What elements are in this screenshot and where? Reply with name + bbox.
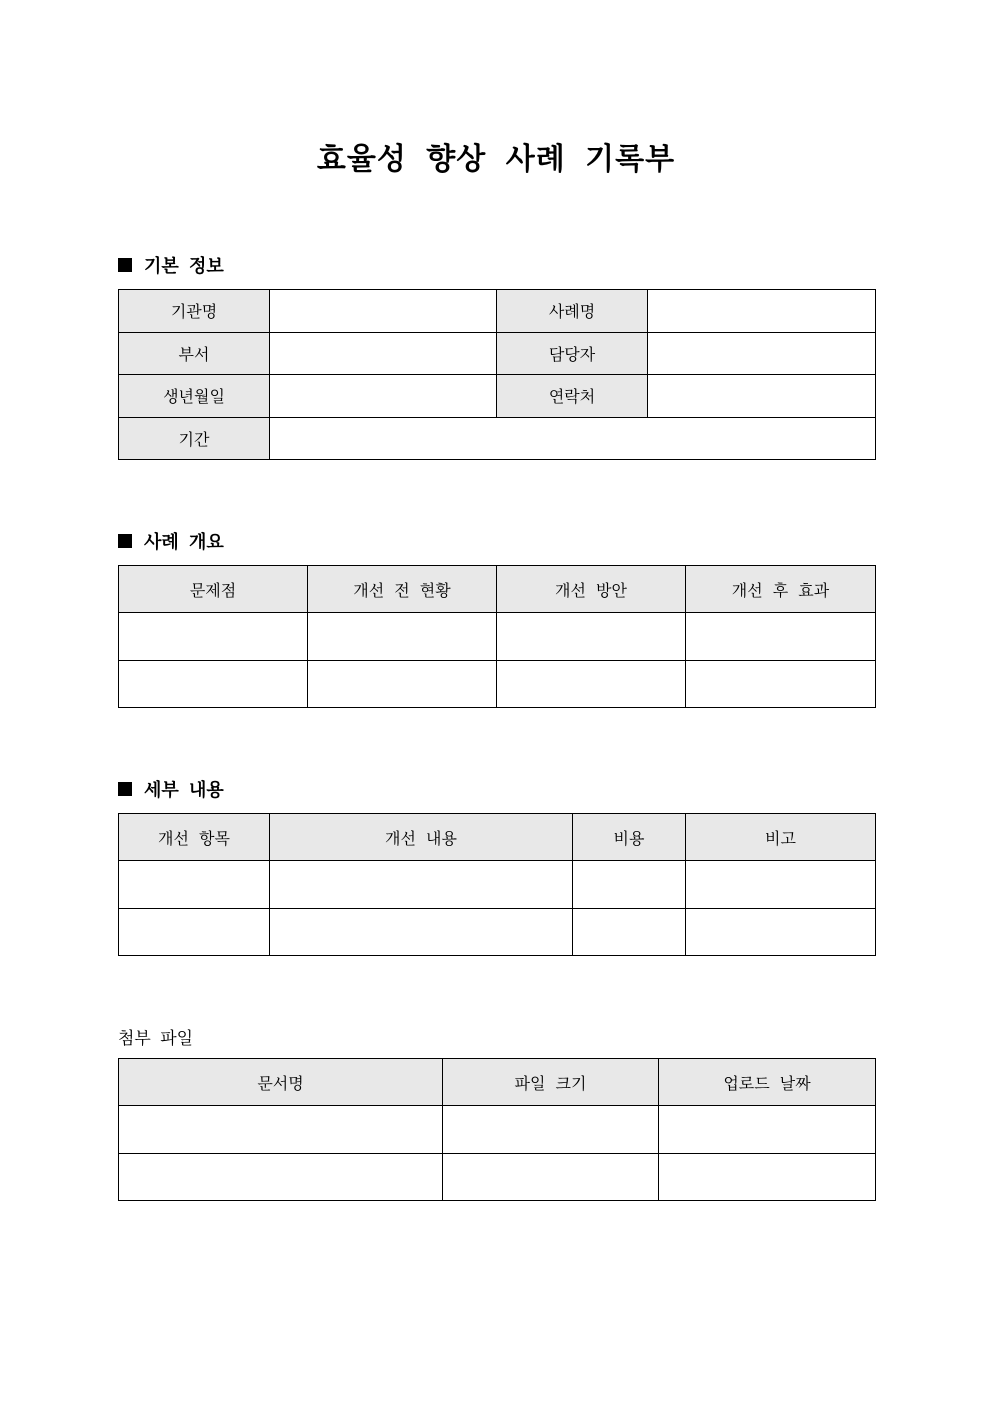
- square-bullet-icon: [118, 534, 132, 548]
- table-cell[interactable]: [119, 1153, 443, 1200]
- section-heading-details: [118, 776, 224, 802]
- table-row: [119, 1106, 876, 1153]
- table-cell[interactable]: [686, 660, 876, 707]
- table-cell[interactable]: [497, 660, 686, 707]
- table-row: [119, 290, 876, 333]
- basic-info-table: [118, 289, 876, 460]
- column-header: 개선 내용: [270, 814, 573, 861]
- section-heading-overview: [118, 528, 224, 554]
- table-cell[interactable]: [686, 861, 876, 908]
- column-header: 비고: [686, 814, 876, 861]
- label-org: 기관명: [119, 290, 270, 333]
- table-cell[interactable]: [443, 1106, 659, 1153]
- table-cell[interactable]: [119, 1106, 443, 1153]
- label-department: 부서: [119, 332, 270, 375]
- table-cell[interactable]: [659, 1106, 876, 1153]
- table-row: [119, 332, 876, 375]
- table-cell[interactable]: [497, 613, 686, 660]
- table-row: [119, 375, 876, 418]
- table-cell[interactable]: [308, 660, 497, 707]
- field-org[interactable]: [270, 290, 497, 333]
- table-cell[interactable]: [119, 660, 308, 707]
- page-title: 효율성 향상 사례 기록부: [316, 142, 676, 177]
- table-cell[interactable]: [686, 908, 876, 955]
- table-row: [119, 613, 876, 660]
- column-header: 개선 방안: [497, 566, 686, 613]
- column-header: 개선 항목: [119, 814, 270, 861]
- section-heading-text: 세부 내용: [144, 780, 224, 801]
- table-cell[interactable]: [270, 861, 573, 908]
- table-row: [119, 908, 876, 955]
- column-header: 문제점: [119, 566, 308, 613]
- field-case-name[interactable]: [648, 290, 876, 333]
- table-cell[interactable]: [686, 613, 876, 660]
- table-row: [119, 1153, 876, 1200]
- section-heading-text: 사례 개요: [144, 532, 224, 553]
- table-cell[interactable]: [308, 613, 497, 660]
- overview-table: [118, 565, 876, 708]
- label-manager: 담당자: [497, 332, 648, 375]
- column-header: 업로드 날짜: [659, 1059, 876, 1106]
- square-bullet-icon: [118, 258, 132, 272]
- column-header: 개선 후 효과: [686, 566, 876, 613]
- table-cell[interactable]: [119, 861, 270, 908]
- table-header-row: [119, 1059, 876, 1106]
- field-department[interactable]: [270, 332, 497, 375]
- table-cell[interactable]: [270, 908, 573, 955]
- table-cell[interactable]: [119, 613, 308, 660]
- table-header-row: [119, 814, 876, 861]
- column-header: 파일 크기: [443, 1059, 659, 1106]
- section-heading-text: 기본 정보: [144, 256, 224, 277]
- label-contact: 연락처: [497, 375, 648, 418]
- table-row: [119, 417, 876, 460]
- attachments-table: [118, 1058, 876, 1201]
- table-header-row: [119, 566, 876, 613]
- label-case-name: 사례명: [497, 290, 648, 333]
- field-period[interactable]: [270, 417, 876, 460]
- column-header: 개선 전 현황: [308, 566, 497, 613]
- table-row: [119, 660, 876, 707]
- table-cell[interactable]: [573, 908, 686, 955]
- table-cell[interactable]: [443, 1153, 659, 1200]
- table-cell[interactable]: [659, 1153, 876, 1200]
- section-heading-basic-info: [118, 252, 224, 278]
- field-birthdate[interactable]: [270, 375, 497, 418]
- column-header: 문서명: [119, 1059, 443, 1106]
- label-birthdate: 생년월일: [119, 375, 270, 418]
- table-row: [119, 861, 876, 908]
- section-heading-attachments: 첨부 파일: [118, 1028, 194, 1049]
- label-period: 기간: [119, 417, 270, 460]
- field-contact[interactable]: [648, 375, 876, 418]
- square-bullet-icon: [118, 782, 132, 796]
- column-header: 비용: [573, 814, 686, 861]
- table-cell[interactable]: [573, 861, 686, 908]
- details-table: [118, 813, 876, 956]
- table-cell[interactable]: [119, 908, 270, 955]
- field-manager[interactable]: [648, 332, 876, 375]
